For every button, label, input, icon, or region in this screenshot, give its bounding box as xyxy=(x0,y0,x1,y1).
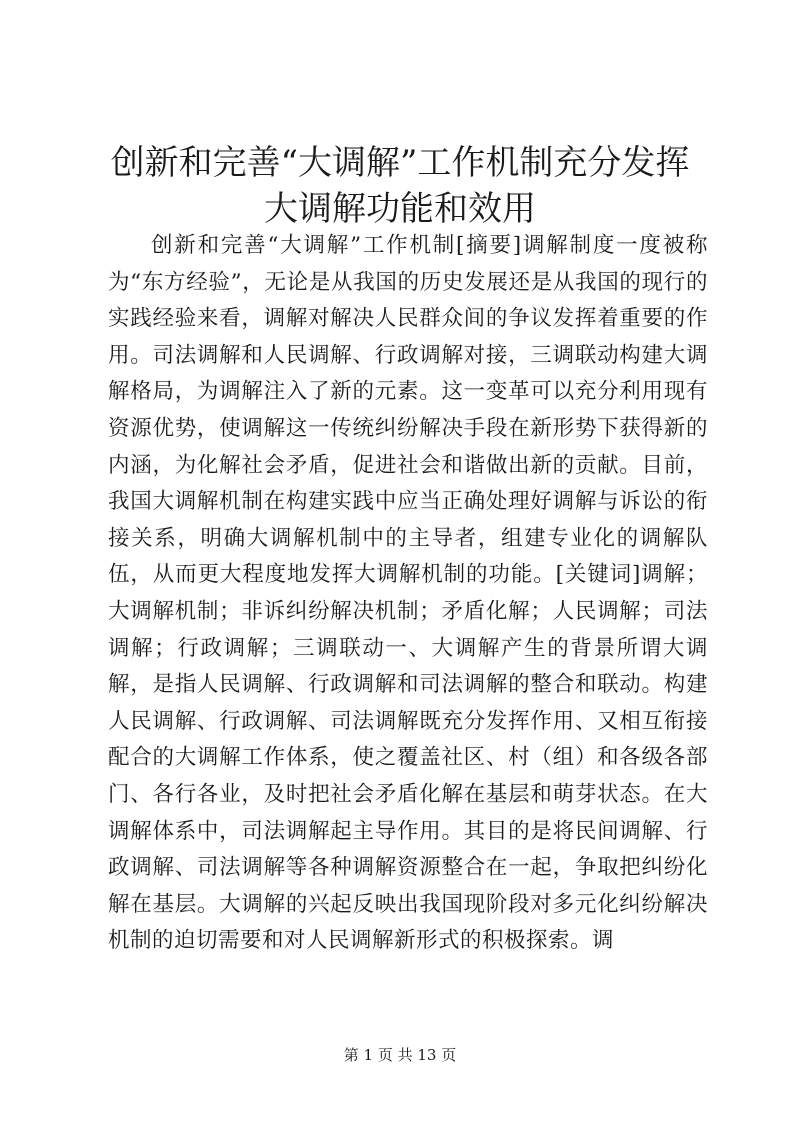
page-number-footer: 第 1 页 共 13 页 xyxy=(343,1046,457,1064)
document-title: 创新和完善“大调解”工作机制充分发挥大调解功能和效用 xyxy=(110,143,690,229)
body-paragraph: 创新和完善“大调解”工作机制[摘要]调解制度一度被称为“东方经验”，无论是从我国的历史发展还是从我国的现行的实践经验来看，调解对解决人民群众间的争议发挥着重要的作用。司法调解和人民调解、行政调解对接，三调联动构建大调解格局，为调解注入了新的元素。这一变革可以充分利用现有资源优势，使调解这一传统纠纷解决手段在新形势下获得新的内涵，为化解社会矛盾，促进社会和谐做出新的贡献。目前，我国大调解机制在构建实践中应当正确处理好调解与诉讼的衔接关系，明确大调解机制中的主导者，组建专业化的调解队伍，从而更大程度地发挥大调解机制的功能。[关键词]调解；大调解机制；非诉纠纷解决机制；矛盾化解；人民调解；司法调解；行政调解；三调联动一、大调解产生的背景所谓大调解，是指人民调解、行政调解和司法调解的整合和联动。构建人民调解、行政调解、司法调解既充分发挥作用、又相互衔接配合的大调解工作体系，使之覆盖社区、村（组）和各级各部门、各行各业，及时把社会矛盾化解在基层和萌芽状态。在大调解体系中，司法调解起主导作用。其目的是将民间调解、行政调解、司法调解等各种调解资源整合在一起，争取把纠纷化解在基层。大调解的兴起反映出我国现阶段对多元化纠纷解决机制的迫切需要和对人民调解新形式的积极探索。调 xyxy=(108,233,708,954)
